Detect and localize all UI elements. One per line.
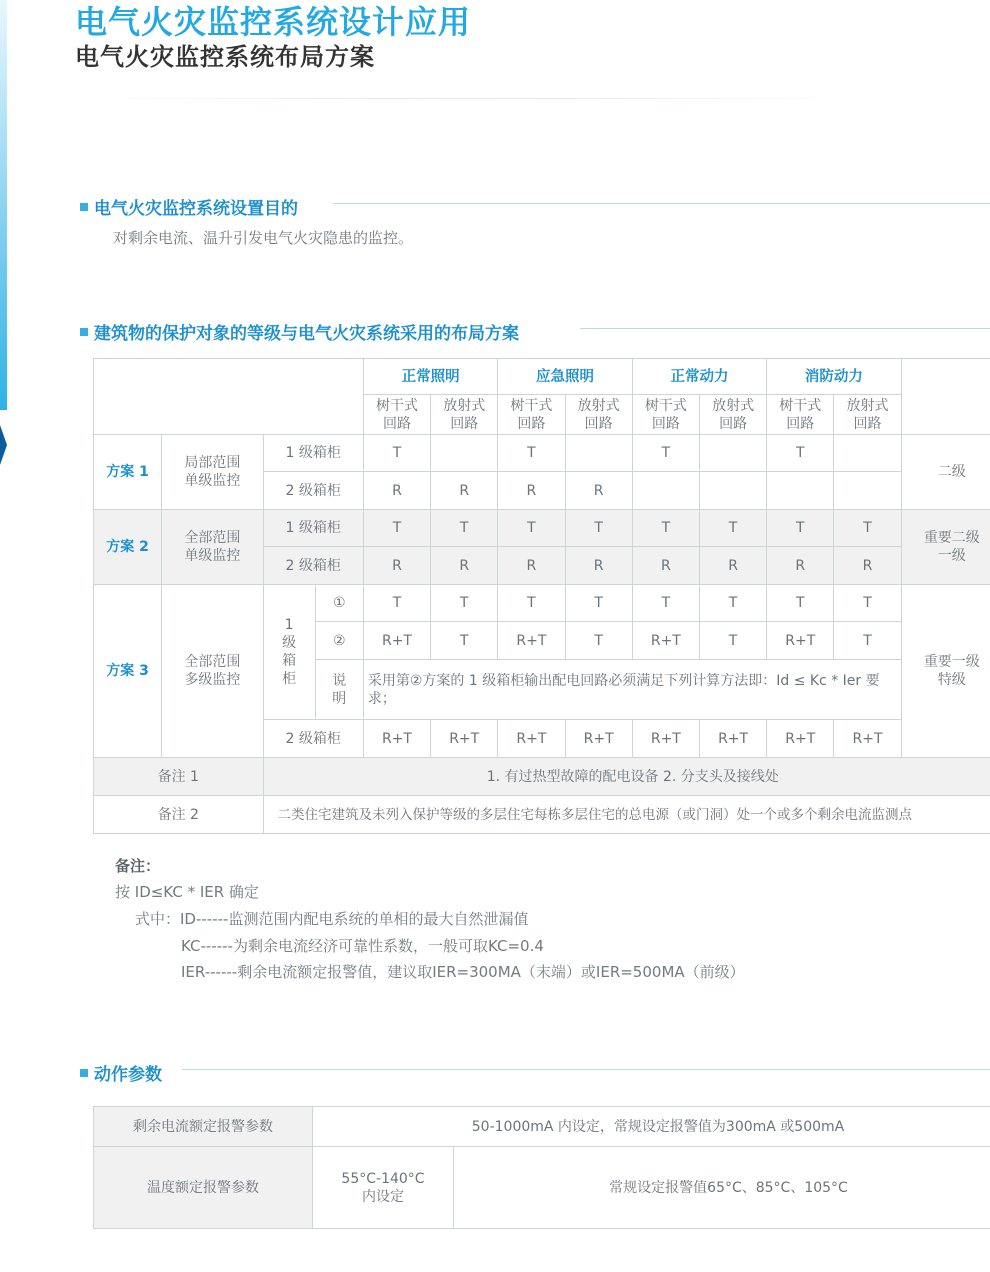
table-cell: T <box>834 510 901 547</box>
remark-1-label: 备注 1 <box>94 758 264 796</box>
table-cell: R <box>498 472 565 510</box>
section-divider <box>580 328 990 329</box>
section-heading-text: 电气火灾监控系统设置目的 <box>94 199 298 219</box>
plan-3-level: 重要一级 特级 <box>901 585 990 758</box>
param-label: 温度额定报警参数 <box>94 1147 313 1229</box>
table-cell: T <box>632 435 699 472</box>
section-bullet-icon <box>80 328 88 336</box>
plan-2-label: 方案 2 <box>94 510 162 585</box>
notes-line: KC------为剩余电流经济可靠性系数，一般可取KC=0.4 <box>181 937 544 955</box>
plan-2-level: 重要二级 一级 <box>901 510 990 585</box>
row-label: 1 级箱柜 <box>263 435 363 472</box>
table-cell: T <box>498 510 565 547</box>
table-cell: T <box>834 585 901 622</box>
level-header <box>901 359 990 435</box>
plan-1-level: 二级 <box>901 435 990 510</box>
sub-header: 树干式 回路 <box>363 395 430 435</box>
remark-2-label: 备注 2 <box>94 796 264 834</box>
param-range: 55°C-140°C 内设定 <box>313 1147 454 1229</box>
section-bullet-icon <box>80 1069 88 1077</box>
row-label: 2 级箱柜 <box>263 720 363 758</box>
sub-header: 放射式 回路 <box>834 395 901 435</box>
header-divider <box>70 98 870 99</box>
notes-line: IER------剩余电流额定报警值，建议取IER=300MA（末端）或IER=500MA（前级） <box>181 963 745 981</box>
table-cell: T <box>767 510 834 547</box>
table-cell: R+T <box>632 720 699 758</box>
table-cell: R+T <box>363 622 430 660</box>
table-cell: T <box>431 585 498 622</box>
remark-2-text: 二类住宅建筑及未列入保护等级的多层住宅每栋多层住宅的总电源（或门洞）处一个或多个剩余电流监测点 <box>263 796 990 834</box>
row-label: 2 级箱柜 <box>263 547 363 585</box>
table-cell: R <box>767 547 834 585</box>
table-cell: T <box>767 585 834 622</box>
section-divider <box>333 203 990 204</box>
table-cell: R <box>565 472 632 510</box>
section-heading-layout <box>80 319 519 344</box>
table-cell <box>699 472 766 510</box>
table-cell: R <box>632 547 699 585</box>
table-cell: T <box>565 585 632 622</box>
table-cell: R+T <box>767 720 834 758</box>
params-table <box>93 1106 990 1229</box>
table-cell: R+T <box>498 622 565 660</box>
table-cell: R+T <box>431 720 498 758</box>
plan-1-label: 方案 1 <box>94 435 162 510</box>
table-cell: R+T <box>767 622 834 660</box>
table-cell: R <box>565 547 632 585</box>
group-header: 应急照明 <box>498 359 632 395</box>
table-cell: R <box>431 547 498 585</box>
page-title: 电气火灾监控系统设计应用 <box>75 3 472 41</box>
option-1-label: ① <box>315 585 363 622</box>
table-cell: T <box>699 510 766 547</box>
table-cell: T <box>498 435 565 472</box>
table-corner <box>94 359 364 435</box>
table-cell: T <box>363 435 430 472</box>
table-cell <box>767 472 834 510</box>
notes-line: 按 ID≤KC * IER 确定 <box>115 883 259 901</box>
sub-header: 树干式 回路 <box>632 395 699 435</box>
table-cell: T <box>498 585 565 622</box>
table-cell: R <box>498 547 565 585</box>
param-value: 50-1000mA 内设定，常规设定报警值为300mA 或500mA <box>313 1107 990 1147</box>
table-cell: T <box>632 585 699 622</box>
section-heading-text: 建筑物的保护对象的等级与电气火灾系统采用的布局方案 <box>94 324 519 344</box>
table-cell <box>565 435 632 472</box>
plan-3-note: 采用第②方案的 1 级箱柜输出配电回路必须满足下列计算方法即：Id ≤ Kc * Ier 要求； <box>363 660 901 720</box>
table-cell: T <box>431 622 498 660</box>
group-header: 正常动力 <box>632 359 766 395</box>
table-cell: T <box>834 622 901 660</box>
option-2-label: ② <box>315 622 363 660</box>
section-heading-params <box>80 1060 162 1085</box>
table-cell: R <box>834 547 901 585</box>
row-label: 1 级箱柜 <box>263 510 363 547</box>
section-heading-purpose <box>80 194 298 219</box>
notes-heading: 备注： <box>115 857 161 875</box>
sub-header: 放射式 回路 <box>699 395 766 435</box>
plan-2-scope: 全部范围 单级监控 <box>162 510 263 585</box>
table-cell: T <box>363 510 430 547</box>
table-cell <box>834 472 901 510</box>
table-cell: R <box>363 472 430 510</box>
sub-header: 树干式 回路 <box>767 395 834 435</box>
table-cell: T <box>565 510 632 547</box>
remark-1-text: 1. 有过热型故障的配电设备 2. 分支头及接线处 <box>263 758 990 796</box>
table-cell: R <box>431 472 498 510</box>
table-cell: R <box>363 547 430 585</box>
section-divider <box>182 1069 990 1070</box>
page-subtitle: 电气火灾监控系统布局方案 <box>75 43 375 71</box>
sub-header: 树干式 回路 <box>498 395 565 435</box>
plan-3-scope: 全部范围 多级监控 <box>162 585 263 758</box>
table-cell: R+T <box>363 720 430 758</box>
section-bullet-icon <box>80 203 88 211</box>
table-cell: T <box>699 622 766 660</box>
layout-table <box>93 358 990 834</box>
param-value: 常规设定报警值65°C、85°C、105°C <box>454 1147 990 1229</box>
first-level-label: 1 级 箱 柜 <box>263 585 315 720</box>
purpose-text: 对剩余电流、温升引发电气火灾隐患的监控。 <box>113 229 414 247</box>
table-cell <box>632 472 699 510</box>
table-cell: T <box>699 585 766 622</box>
table-cell: R+T <box>632 622 699 660</box>
row-label: 2 级箱柜 <box>263 472 363 510</box>
table-cell: T <box>767 435 834 472</box>
table-cell: T <box>431 510 498 547</box>
param-label: 剩余电流额定报警参数 <box>94 1107 313 1147</box>
left-accent-tab <box>0 425 7 465</box>
table-cell: R+T <box>498 720 565 758</box>
sub-header: 放射式 回路 <box>565 395 632 435</box>
table-cell: T <box>565 622 632 660</box>
table-cell: R+T <box>834 720 901 758</box>
table-cell: R+T <box>565 720 632 758</box>
notes-line: 式中：ID------监测范围内配电系统的单相的最大自然泄漏值 <box>135 910 529 928</box>
left-accent-bar <box>0 0 7 410</box>
table-cell <box>431 435 498 472</box>
table-cell: T <box>632 510 699 547</box>
table-cell: T <box>363 585 430 622</box>
table-cell: R <box>699 547 766 585</box>
group-header: 消防动力 <box>767 359 901 395</box>
sub-header: 放射式 回路 <box>431 395 498 435</box>
plan-1-scope: 局部范围 单级监控 <box>162 435 263 510</box>
note-label: 说 明 <box>315 660 363 720</box>
plan-3-label: 方案 3 <box>94 585 162 758</box>
table-cell: R+T <box>699 720 766 758</box>
section-heading-text: 动作参数 <box>94 1065 162 1085</box>
group-header: 正常照明 <box>363 359 497 395</box>
table-cell <box>699 435 766 472</box>
table-cell <box>834 435 901 472</box>
